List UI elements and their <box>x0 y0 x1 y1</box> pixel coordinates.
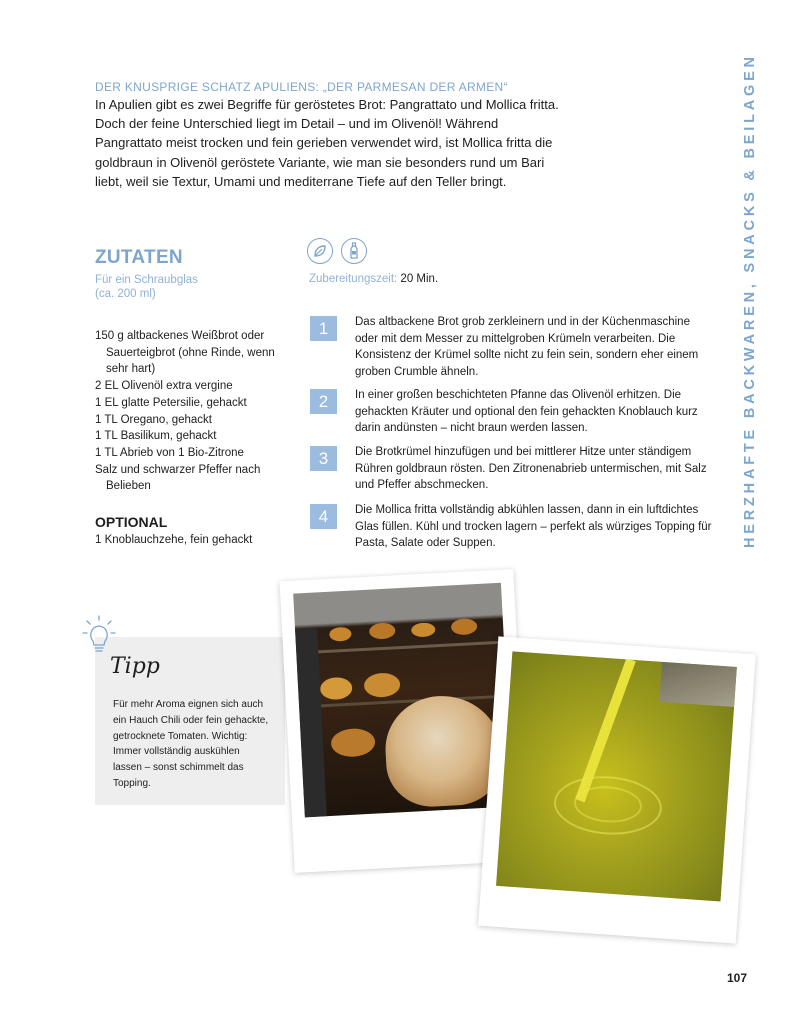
intro-paragraph: In Apulien gibt es zwei Begriffe für geröstetes Brot: Pangrattato und Mollica fritta. Doch der feine Unterschied liegt im Detail – und im Olivenöl! Während Pangrattato meist trocken und fein gerieben verwendet wird, ist Mollica fritta die goldbraun in Olivenöl geröstete Variante, wie man sie besonders rund um Bari liebt, weil sie Textur, Umami und mediterrane Tiefe auf den Teller bringt. <box>95 97 559 189</box>
ingredient-item: 1 TL Abrieb von 1 Bio-Zitrone <box>95 446 244 459</box>
yield-line: Für ein Schraubglas <box>95 274 198 286</box>
tip-text: Für mehr Aroma eignen sich auch ein Hauch Chili oder fein gehackte, getrocknete Tomaten. Wichtig: Immer vollständig auskühlen lassen – sonst schimmelt das Topping. <box>113 699 269 789</box>
section-title-vertical: HERZHAFTE BACKWAREN, SNACKS & BEILAGEN <box>742 53 758 549</box>
step-number: 1 <box>310 316 337 341</box>
ingredient-item: 1 TL Basilikum, gehackt <box>95 430 217 443</box>
bread-oven-image <box>293 583 512 818</box>
step-text: Die Mollica fritta vollständig abkühlen lassen, dann in ein luftdichtes Glas füllen. Kühl und trocken lagern – perfekt als würziges Topping für Pasta, Salate oder Suppen. <box>355 504 712 550</box>
prep-time-label: Zubereitungszeit: <box>309 273 398 285</box>
step-text: Die Brotkrümel hinzufügen und bei mittlerer Hitze unter ständigem Rühren goldbraun rösten. Den Zitronenabrieb untermischen, mit Salz und Pfeffer abschmecken. <box>355 446 707 492</box>
page-number: 107 <box>727 971 748 985</box>
ingredient-item: 2 EL Olivenöl extra vergine <box>95 380 233 393</box>
ingredient-item: Salz und schwarzer Pfeffer nach Belieben <box>95 463 261 493</box>
ingredient-item: 1 TL Oregano, gehackt <box>95 413 212 426</box>
yield-line: (ca. 200 ml) <box>95 288 156 300</box>
oil-bottle-icon <box>341 238 367 264</box>
prep-time <box>309 273 438 285</box>
lightbulb-icon <box>82 614 116 659</box>
step-text: In einer großen beschichteten Pfanne das Olivenöl erhitzen. Die gehackten Kräuter und optional den fein gehackten Knoblauch kurz darin andünsten – nicht braun werden lassen. <box>355 389 698 435</box>
prep-time-value: 20 Min. <box>400 273 439 285</box>
step-text: Das altbackene Brot grob zerkleinern und in der Küchenmaschine oder mit dem Messer zu mittelgroben Krümeln verarbeiten. Die Konsistenz der Krümel sollte nicht zu fein sein, sondern eher einem groben Crumble ähneln. <box>355 316 699 379</box>
ingredients-yield <box>95 273 265 301</box>
optional-title: OPTIONAL <box>95 514 168 530</box>
olive-oil-photo <box>478 636 756 943</box>
ingredient-item: 1 EL glatte Petersilie, gehackt <box>95 396 247 409</box>
olive-oil-image <box>496 651 737 901</box>
step-number: 2 <box>310 389 337 414</box>
optional-list <box>95 532 295 548</box>
leaf-icon <box>307 238 333 264</box>
optional-item: 1 Knoblauchzehe, fein gehackt <box>95 534 253 546</box>
ingredient-item: 150 g altbackenes Weißbrot oder Sauerteigbrot (ohne Rinde, wenn sehr hart) <box>95 330 275 376</box>
tip-title: Tipp <box>110 654 160 679</box>
step-number: 3 <box>310 446 337 471</box>
step-number: 4 <box>310 504 337 529</box>
ingredient-list <box>95 328 285 495</box>
ingredients-title: ZUTATEN <box>95 247 183 268</box>
intro-heading: DER KNUSPRIGE SCHATZ APULIENS: „DER PARMESAN DER ARMEN“ <box>95 80 508 94</box>
